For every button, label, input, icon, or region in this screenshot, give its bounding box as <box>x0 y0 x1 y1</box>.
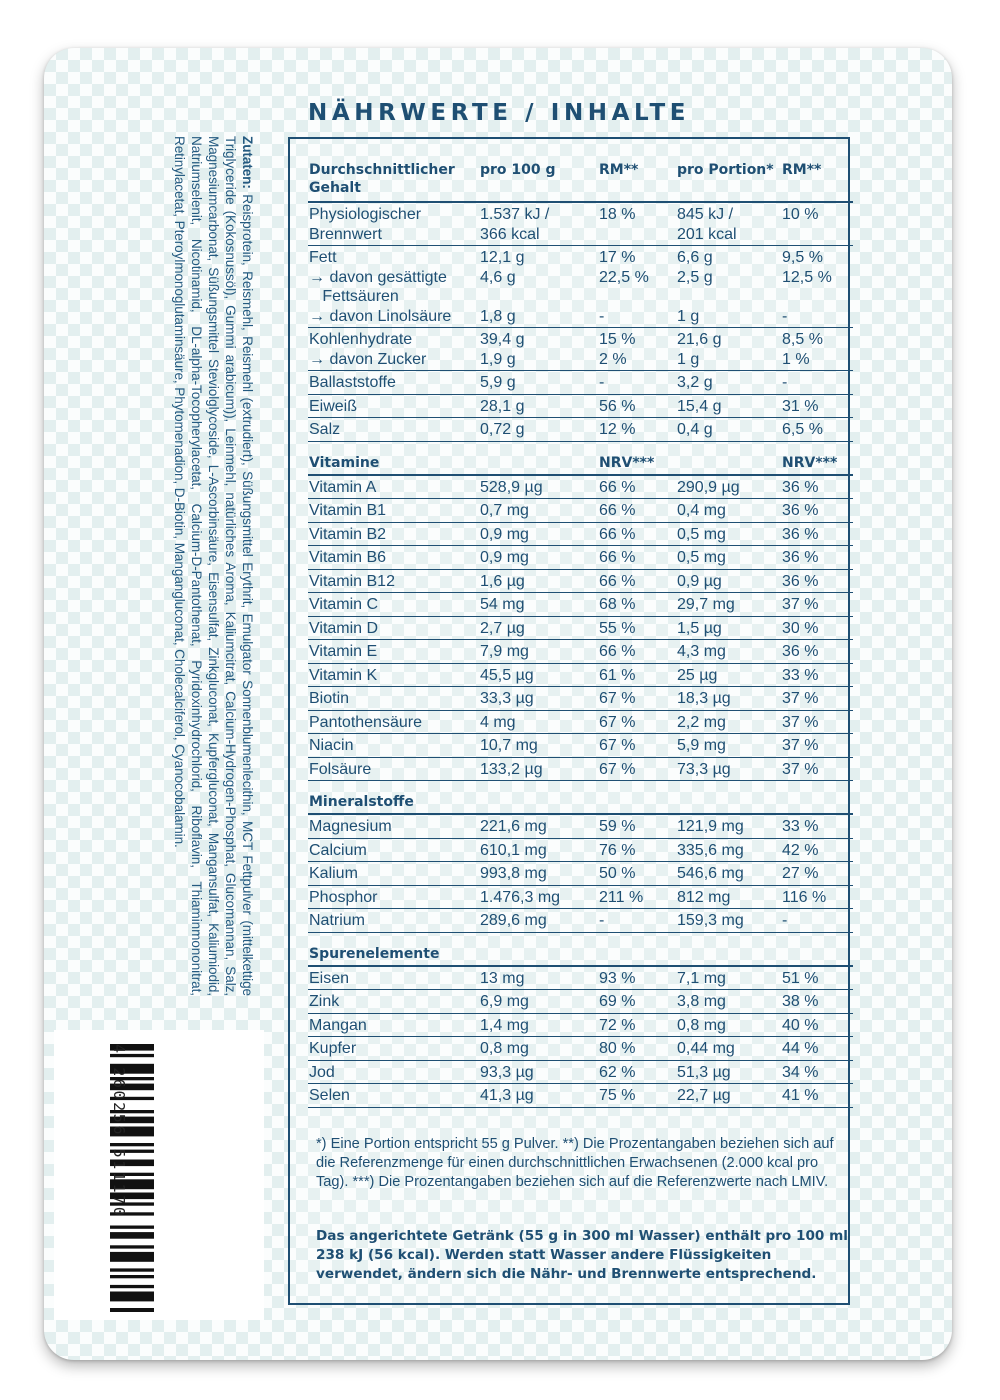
trace-row-cell: 80 % <box>598 1037 676 1061</box>
nutrient-row-cell: 845 kJ / 201 kcal <box>676 202 781 246</box>
nutrient-row-cell: 15,4 g <box>676 394 781 418</box>
mineral-row-cell: 50 % <box>598 862 676 886</box>
nutrient-row-cell: 12,1 g 4,6 g 1,8 g <box>479 246 598 328</box>
vitamin-row-cell: Vitamin A <box>308 475 479 499</box>
vitamin-row-cell: 0,4 mg <box>676 499 781 523</box>
mineral-row <box>308 838 853 862</box>
trace-section-header-label: Spurenelemente <box>308 932 479 966</box>
minerals-section-header <box>308 781 853 815</box>
trace-section-header-nrv <box>598 932 676 966</box>
mineral-row-cell: 211 % <box>598 885 676 909</box>
nutrient-row-cell: 12 % <box>598 418 676 442</box>
nutrient-row-cell: - <box>781 371 853 395</box>
trace-row-cell: 93 % <box>598 966 676 990</box>
vitamin-row <box>308 640 853 664</box>
minerals-section-header-nrv <box>598 781 676 815</box>
minerals-section-header-label: Mineralstoffe <box>308 781 479 815</box>
nutrient-row <box>308 371 853 395</box>
vitamin-row-cell: 2,2 mg <box>676 710 781 734</box>
trace-row <box>308 1084 853 1108</box>
mineral-row-cell: 76 % <box>598 838 676 862</box>
vitamin-row <box>308 663 853 687</box>
vitamin-row-cell: 67 % <box>598 734 676 758</box>
vitamins-section-header-nrv: NRV*** <box>598 441 676 475</box>
trace-row-cell: Jod <box>308 1060 479 1084</box>
vitamin-row-cell: 33,3 µg <box>479 687 598 711</box>
nutrient-row <box>308 418 853 442</box>
mineral-row-cell: 121,9 mg <box>676 814 781 838</box>
vitamin-row-cell: Vitamin C <box>308 593 479 617</box>
trace-row-cell: 41 % <box>781 1084 853 1108</box>
mineral-row <box>308 909 853 933</box>
nutrient-row <box>308 394 853 418</box>
trace-section-header-empty <box>479 932 598 966</box>
trace-row <box>308 966 853 990</box>
vitamin-row-cell: 18,3 µg <box>676 687 781 711</box>
barcode-area <box>54 1030 264 1320</box>
nutrient-row <box>308 246 853 328</box>
mineral-row-cell: 116 % <box>781 885 853 909</box>
nutrient-row-cell: Fett → davon gesättigte Fettsäuren → davon Linolsäure <box>308 246 479 328</box>
vitamin-row <box>308 569 853 593</box>
vitamin-row-cell: 0,5 mg <box>676 522 781 546</box>
vitamin-row-cell: 133,2 µg <box>479 757 598 781</box>
mineral-row-cell: 993,8 mg <box>479 862 598 886</box>
ingredients-label: Zutaten: <box>240 136 255 189</box>
trace-section-header <box>308 932 853 966</box>
trace-row-cell: 40 % <box>781 1013 853 1037</box>
trace-row-cell: Eisen <box>308 966 479 990</box>
vitamin-row <box>308 616 853 640</box>
vitamin-row <box>308 475 853 499</box>
vitamin-row-cell: 0,9 mg <box>479 546 598 570</box>
mineral-row-cell: 42 % <box>781 838 853 862</box>
nutrient-row-cell: Ballaststoffe <box>308 371 479 395</box>
mineral-row-cell: 610,1 mg <box>479 838 598 862</box>
mineral-row-cell: 27 % <box>781 862 853 886</box>
vitamin-row-cell: 1,5 µg <box>676 616 781 640</box>
nutrient-row-cell: 0,4 g <box>676 418 781 442</box>
vitamins-section-header-empty <box>479 441 598 475</box>
trace-row-cell: 51,3 µg <box>676 1060 781 1084</box>
vitamin-row-cell: 37 % <box>781 593 853 617</box>
mineral-row-cell: 33 % <box>781 814 853 838</box>
nutrient-row-cell: 56 % <box>598 394 676 418</box>
mineral-row-cell: 335,6 mg <box>676 838 781 862</box>
vitamin-row-cell: Vitamin B1 <box>308 499 479 523</box>
trace-section-header-empty <box>676 932 781 966</box>
vitamin-row-cell: 10,7 mg <box>479 734 598 758</box>
vitamin-row-cell: 73,3 µg <box>676 757 781 781</box>
vitamin-row-cell: 33 % <box>781 663 853 687</box>
minerals-section-header-nrv <box>781 781 853 815</box>
table-header-row-cell: pro 100 g <box>479 157 598 202</box>
vitamin-row-cell: Vitamin B6 <box>308 546 479 570</box>
vitamin-row-cell: 37 % <box>781 687 853 711</box>
vitamin-row-cell: Niacin <box>308 734 479 758</box>
nutrition-panel <box>288 137 850 1305</box>
vitamin-row-cell: 4 mg <box>479 710 598 734</box>
trace-row-cell: 38 % <box>781 990 853 1014</box>
vitamins-section-header <box>308 441 853 475</box>
nutrient-row-cell: Eiweiß <box>308 394 479 418</box>
vitamin-row-cell: 36 % <box>781 499 853 523</box>
trace-row-cell: 93,3 µg <box>479 1060 598 1084</box>
vitamin-row-cell: Vitamin D <box>308 616 479 640</box>
mineral-row-cell: 159,3 mg <box>676 909 781 933</box>
vitamin-row-cell: 5,9 mg <box>676 734 781 758</box>
mineral-row-cell: 221,6 mg <box>479 814 598 838</box>
mineral-row-cell: 546,6 mg <box>676 862 781 886</box>
trace-row-cell: 51 % <box>781 966 853 990</box>
nutrient-row-cell: 3,2 g <box>676 371 781 395</box>
nutrient-row-cell: 0,72 g <box>479 418 598 442</box>
trace-row-cell: Mangan <box>308 1013 479 1037</box>
vitamin-row-cell: 7,9 mg <box>479 640 598 664</box>
nutrient-row-cell: 15 % 2 % <box>598 328 676 371</box>
vitamin-row-cell: 61 % <box>598 663 676 687</box>
vitamin-row-cell: 37 % <box>781 734 853 758</box>
vitamin-row-cell: 36 % <box>781 640 853 664</box>
mineral-row-cell: - <box>781 909 853 933</box>
mineral-row-cell: Magnesium <box>308 814 479 838</box>
vitamin-row-cell: 37 % <box>781 757 853 781</box>
vitamin-row <box>308 710 853 734</box>
vitamin-row <box>308 522 853 546</box>
vitamin-row-cell: 29,7 mg <box>676 593 781 617</box>
nutrient-row-cell: 10 % <box>781 202 853 246</box>
table-header-row-cell: pro Portion* <box>676 157 781 202</box>
nutrient-row-cell: 6,6 g 2,5 g 1 g <box>676 246 781 328</box>
trace-row <box>308 1060 853 1084</box>
vitamin-row <box>308 687 853 711</box>
vitamin-row-cell: 528,9 µg <box>479 475 598 499</box>
vitamin-row-cell: 66 % <box>598 640 676 664</box>
mineral-row-cell: 59 % <box>598 814 676 838</box>
vitamin-row-cell: 66 % <box>598 499 676 523</box>
vitamins-section-header-label: Vitamine <box>308 441 479 475</box>
trace-row-cell: 72 % <box>598 1013 676 1037</box>
trace-section-header-nrv <box>781 932 853 966</box>
vitamins-section-header-empty <box>676 441 781 475</box>
vitamin-row <box>308 546 853 570</box>
vitamin-row-cell: 36 % <box>781 522 853 546</box>
vitamin-row-cell: Biotin <box>308 687 479 711</box>
nutrient-row-cell: 6,5 % <box>781 418 853 442</box>
vitamin-row-cell: 66 % <box>598 522 676 546</box>
trace-row-cell: 75 % <box>598 1084 676 1108</box>
trace-row-cell: 22,7 µg <box>676 1084 781 1108</box>
vitamin-row-cell: 0,7 mg <box>479 499 598 523</box>
vitamin-row-cell: 45,5 µg <box>479 663 598 687</box>
nutrient-row-cell: 17 % 22,5 % - <box>598 246 676 328</box>
trace-row-cell: 0,44 mg <box>676 1037 781 1061</box>
vitamin-row <box>308 734 853 758</box>
vitamin-row-cell: Folsäure <box>308 757 479 781</box>
mineral-row-cell: Kalium <box>308 862 479 886</box>
vitamin-row-cell: 0,9 mg <box>479 522 598 546</box>
footnote: *) Eine Portion entspricht 55 g Pulver. **) Die Prozentangaben beziehen sich auf die Referenzmenge für einen durchschnittlichen Erwachsenen (2.000 kcal pro Tag). ***) Die Prozentangaben beziehen sich auf die Referenzwerte nach LMIV. <box>316 1136 834 1190</box>
vitamin-row-cell: Vitamin B2 <box>308 522 479 546</box>
vitamin-row-cell: 68 % <box>598 593 676 617</box>
trace-row-cell: 44 % <box>781 1037 853 1061</box>
page-title: NÄHRWERTE / INHALTE <box>308 100 691 126</box>
preparation-note: Das angerichtete Getränk (55 g in 300 ml Wasser) enthält pro 100 ml 238 kJ (56 kcal). Werden statt Wasser andere Flüssigkeiten verwendet, ändern sich die Nähr- und Brennwerte entsprechend. <box>316 1228 848 1282</box>
trace-row-cell: Zink <box>308 990 479 1014</box>
vitamin-row-cell: Vitamin K <box>308 663 479 687</box>
vitamins-section-header-nrv: NRV*** <box>781 441 853 475</box>
vitamin-row-cell: 25 µg <box>676 663 781 687</box>
nutrient-row-cell: 21,6 g 1 g <box>676 328 781 371</box>
nutrient-row-cell: 1.537 kJ / 366 kcal <box>479 202 598 246</box>
mineral-row-cell: 812 mg <box>676 885 781 909</box>
minerals-section-header-empty <box>676 781 781 815</box>
minerals-section-header-empty <box>479 781 598 815</box>
vitamin-row-cell: 290,9 µg <box>676 475 781 499</box>
vitamin-row-cell: 0,9 µg <box>676 569 781 593</box>
mineral-row-cell: Natrium <box>308 909 479 933</box>
vitamin-row <box>308 499 853 523</box>
mineral-row-cell: Calcium <box>308 838 479 862</box>
trace-row-cell: 3,8 mg <box>676 990 781 1014</box>
trace-row-cell: 7,1 mg <box>676 966 781 990</box>
mineral-row-cell: 289,6 mg <box>479 909 598 933</box>
vitamin-row-cell: 55 % <box>598 616 676 640</box>
nutrient-row-cell: - <box>598 371 676 395</box>
vitamin-row-cell: 4,3 mg <box>676 640 781 664</box>
nutrient-row-cell: 18 % <box>598 202 676 246</box>
trace-row-cell: 62 % <box>598 1060 676 1084</box>
nutrient-row-cell: 9,5 % 12,5 % - <box>781 246 853 328</box>
nutrition-table <box>308 157 853 1108</box>
vitamin-row-cell: 30 % <box>781 616 853 640</box>
ingredients-text: Reisprotein, Reismehl, Reismehl (extrudiert), Süßungsmittel Erythrit, Emulgator Sonnenblumenlecithin, MCT Fettpulver (mittelkettige Triglyceride (Kokosnussöl), Gummi arabicum)), Leinmehl, natürliches Aroma, Kaliumcitrat, Calcium-Hydrogen-Phosphat, Glucomannan, Salz, Magnesiumcarbonat, Süßungsmittel Steviolglycoside, L-Ascorbinsäure, Eisensulfat, Zinkgluconat, Kupfergluconat, Mangansulfat, Kaliumiodid, Natriumselenit, Nicotinamid, DL-alpha-Tocopherylacetat, Calcium-D-Pantothenat, Pyridoxinhydrochlorid, Riboflavin, Thiaminmononitrat, Retinylacetat, Pteroylmonoglutaminsäure, Phytomenadion, D-Biotin, Mangangluconat, Cholecalciferol, Cyanocobalamin. <box>171 136 255 996</box>
trace-row-cell: 69 % <box>598 990 676 1014</box>
mineral-row-cell: Phosphor <box>308 885 479 909</box>
vitamin-row-cell: 36 % <box>781 475 853 499</box>
nutrient-row-cell: 28,1 g <box>479 394 598 418</box>
vitamin-row-cell: Pantothensäure <box>308 710 479 734</box>
nutrient-row-cell: Physiologischer Brennwert <box>308 202 479 246</box>
mineral-row-cell: 1.476,3 mg <box>479 885 598 909</box>
trace-row-cell: 0,8 mg <box>479 1037 598 1061</box>
vitamin-row-cell: Vitamin B12 <box>308 569 479 593</box>
trace-row-cell: Kupfer <box>308 1037 479 1061</box>
mineral-row <box>308 814 853 838</box>
vitamin-row-cell: 67 % <box>598 710 676 734</box>
vitamin-row-cell: 54 mg <box>479 593 598 617</box>
table-header-row-cell: RM** <box>598 157 676 202</box>
vitamin-row-cell: 66 % <box>598 546 676 570</box>
nutrient-row-cell: 39,4 g 1,9 g <box>479 328 598 371</box>
mineral-row-cell: - <box>598 909 676 933</box>
trace-row-cell: 34 % <box>781 1060 853 1084</box>
trace-row <box>308 1037 853 1061</box>
vitamin-row-cell: 37 % <box>781 710 853 734</box>
vitamin-row-cell: 67 % <box>598 757 676 781</box>
nutrient-row <box>308 328 853 371</box>
trace-row-cell: Selen <box>308 1084 479 1108</box>
vitamin-row-cell: 2,7 µg <box>479 616 598 640</box>
table-header-row-cell: Durchschnittlicher Gehalt <box>308 157 479 202</box>
trace-row-cell: 6,9 mg <box>479 990 598 1014</box>
nutrient-row-cell: Salz <box>308 418 479 442</box>
vitamin-row-cell: 0,5 mg <box>676 546 781 570</box>
table-header-row <box>308 157 853 202</box>
vitamin-row-cell: 66 % <box>598 475 676 499</box>
vitamin-row <box>308 757 853 781</box>
mineral-row <box>308 885 853 909</box>
trace-row <box>308 1013 853 1037</box>
nutrient-row-cell: 8,5 % 1 % <box>781 328 853 371</box>
trace-row-cell: 1,4 mg <box>479 1013 598 1037</box>
trace-row-cell: 41,3 µg <box>479 1084 598 1108</box>
trace-row-cell: 0,8 mg <box>676 1013 781 1037</box>
nutrient-row-cell: Kohlenhydrate → davon Zucker <box>308 328 479 371</box>
mineral-row <box>308 862 853 886</box>
table-header-row-cell: RM** <box>781 157 853 202</box>
ingredients-block <box>116 136 256 996</box>
vitamin-row-cell: 36 % <box>781 569 853 593</box>
vitamin-row-cell: 36 % <box>781 546 853 570</box>
vitamin-row-cell: 66 % <box>598 569 676 593</box>
trace-row-cell: 13 mg <box>479 966 598 990</box>
nutrient-row-cell: 31 % <box>781 394 853 418</box>
vitamin-row <box>308 593 853 617</box>
nutrient-row-cell: 5,9 g <box>479 371 598 395</box>
vitamin-row-cell: Vitamin E <box>308 640 479 664</box>
nutrient-row <box>308 202 853 246</box>
vitamin-row-cell: 67 % <box>598 687 676 711</box>
vitamin-row-cell: 1,6 µg <box>479 569 598 593</box>
trace-row <box>308 990 853 1014</box>
